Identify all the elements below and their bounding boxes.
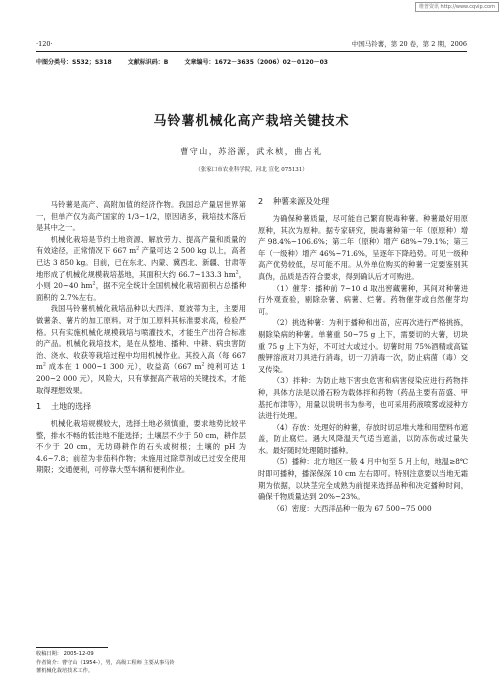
author-bio: 作者简介：曹守山（1954-），男，高级工程师 主要从事马铃 <box>36 659 175 666</box>
article-title: 马铃薯机械化高产栽培关键技术 <box>153 114 350 129</box>
author-list: 曹守山，苏浴源，武永桢，曲占礼 <box>180 147 323 156</box>
page-number: ·120· <box>36 40 53 48</box>
paragraph: （4）存放：处理好的种薯，存放时切忌堆大堆和用塑料布遮盖，防止腐烂。遇大风降温天气适当遮盖，以防冻伤或过量失水。最好随时处理随时播种。 <box>258 422 468 455</box>
footnote-rule <box>36 647 108 648</box>
classification-line <box>36 58 467 67</box>
paragraph: （2）挑选种薯：为利于播种和出苗，应再次进行严格挑拣，剔除染病的种薯。单薯重 50~75 g 上下，需要切的大薯，切块重 75 g 上下为好，不可过大或过小。切薯时用 75%酒精或高锰酸钾溶液对刀具进行消毒，切一刀消毒一次，防止病菌（毒）交叉传染。 <box>258 318 468 374</box>
paragraph-text: 纯利可达 1 200~2 000 元），风险大，只有掌握高产栽培的关键技术，才能取得理想效果。 <box>36 362 247 395</box>
section-number: 2 <box>258 197 264 206</box>
paragraph: 我国马铃薯机械化栽培品种以大西洋、夏波蒂为主，主要用做薯条、薯片的加工原料。对于加工原料其标准要求高，检验严格。只有实施机械化规模栽培与喷灌技术，才能生产出符合标准的产品。机械化栽培技术，是在从整地、播种、中耕、病虫害防治、浇水、收获等栽培过程中均用机械作业。其投入高（每 667 $m^2$ 成本在 1 000~1 300 元），收益高（667 $m^2$ 纯利可达 1 200~2 000 元），风险大，只有掌握高产栽培的关键技术，才能取得理想效果。 <box>36 304 247 395</box>
paragraph <box>36 418 246 476</box>
watermark: 维普资讯 http://www.cqvip.com <box>415 2 499 12</box>
right-column <box>258 196 468 514</box>
footnote <box>36 650 251 676</box>
paragraph-text: ，小则 20~40 hm <box>36 269 246 291</box>
left-column <box>36 199 246 476</box>
paragraph: （1）催芽：播种前 7~10 d 取出窖藏薯种，其间对种薯进行外观查验，剔除杂薯、病薯、烂薯。药物催芽或自然催芽均可。 <box>258 283 468 316</box>
paragraph-text: 成本在 1 000~1 300 元），收益高（667 m <box>45 362 202 372</box>
paragraph-text: 我国马铃薯机械化栽培品种以大西洋、夏波蒂为主，主要用做薯条、薯片的加工原料。对于加工原料其标准要求高，检验严格。只有实施机械化规模栽培与喷灌技术，才能生产出符合标准的产品。机械化栽培技术，是在从整地、播种、中耕、病虫害防治、浇水、收获等栽培过程中均用机械作业。其投入高（每 667 m <box>36 304 246 372</box>
paragraph: （6）密度：大西洋品种一般为 67 500~75 000 <box>272 503 432 513</box>
section-title: 种薯来源及处理 <box>273 197 330 206</box>
paragraph-text: 机械化栽培规模较大，选择土地必须慎重，要求地势比较平整，排水不畅的低洼地不能选择；土壤层不少于 50 cm，耕作层不少于 20 cm，无坊碍耕作的石头或树根；土壤的 pH 为 4.6~7.8；前茬为非茄科作物；未施用过除草剂或已过安全使用期限；交通便利，可停靠大型车辆和便利作业。 <box>36 419 246 475</box>
paragraph <box>36 199 246 234</box>
paragraph-text: 产量可达 2 500 kg 以上，高者已达 3 850 kg。目前，已在东北、内蒙、冀西北、新疆、甘肃等地形成了机械化规模栽培基地，其面积大约 66.7~133.3 hm <box>36 246 246 279</box>
section-heading <box>258 196 468 208</box>
paragraph-text: 机械化栽培是节约土地资源、解放劳力、提高产量和质量的有效途径，正常情况下 667 m <box>36 234 246 256</box>
article-number: 文章编号：1672－3635（2006）02－0120－03 <box>184 59 328 66</box>
paragraph-text: 马铃薯是高产、高附加值的经济作物。我国总产量居世界第一，但单产仅为高产国家的 1/3~1/2，原因诸多，栽培技术落后是其中之一。 <box>36 200 246 233</box>
author-bio: 薯机械化栽培技术工作。 <box>36 668 94 674</box>
document-code: 文献标识码：B <box>127 59 169 66</box>
clc-number: 中图分类号：S532；S318 <box>36 59 112 66</box>
affiliation: （张家口市农业科学院，河北 宣化 075131） <box>195 167 308 173</box>
paragraph: （3）拌种：为防止地下害虫危害和病害侵染应进行药物拌种，具体方法是以滑石粉为载体拌和药物（药品主要有苗盛、甲基托布津等），用量以说明书为参考，也可采用药液喷雾或浸种方法进行处理。 <box>258 376 468 421</box>
journal-citation: 中国马铃薯，第 20 卷，第 2 期，2006 <box>351 40 467 48</box>
section-heading <box>36 401 246 413</box>
paragraph-text: ，据不完全统计全国机械化栽培面积占总播种面积的 2.7%左右。 <box>36 281 246 302</box>
paragraph: 为确保种薯质量，尽可能自己繁育脱毒种薯。种薯最好用原原种，其次为原种。据专家研究，脱毒薯种第一年（原原种）增产 98.4%~106.6%；第二年（原种）增产 68%~79.1%；第三年（一级种）增产 46%~71.6%，呈逐年下降趋势。可见一级种高产优势较低，尽可能不用。从外单位购买的种薯一定要鉴别其真伪，品质是否符合要求，得到确认后才可购进。 <box>258 214 468 281</box>
section-title: 土地的选择 <box>51 402 92 412</box>
section-number: 1 <box>36 402 42 412</box>
paragraph: 机械化栽培是节约土地资源、解放劳力、提高产量和质量的有效途径，正常情况下 667 $m^2$ 产量可达 2 500 kg 以上，高者已达 3 850 kg。目前，已在东北、内蒙、冀西北、新疆、甘肃等地形成了机械化规模栽培基地，其面积大约 66.7~133.3 $hm^2$，小则 20~40 $hm^2$，据不完全统计全国机械化栽培面积占总播种面积的 2.7%左右。 <box>36 234 246 302</box>
received-date: 收稿日期： 2005-12-09 <box>36 651 94 657</box>
paragraph: （5）播种：北方地区一般 4 月中旬至 5 月上旬，地温≥8℃时即可播种，播深保深 10 cm 左右即可。特别注意要以当地无霜期为依据，以块茎完全成熟为前提来选择品种和决定播种时间，确保千物质量达到 20%~23%。 <box>258 457 468 502</box>
header-rule <box>36 51 467 52</box>
